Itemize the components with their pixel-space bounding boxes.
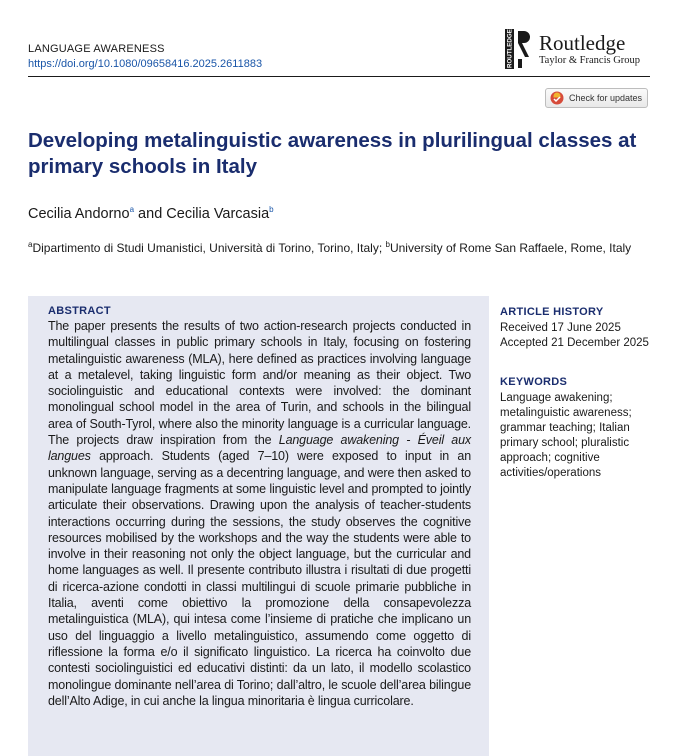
article-history <box>500 305 652 351</box>
author-list <box>28 205 274 222</box>
affiliations <box>28 236 650 257</box>
header-rule <box>28 76 650 77</box>
keywords-heading: KEYWORDS <box>500 376 568 388</box>
author-joiner: and <box>134 205 167 222</box>
check-for-updates-button[interactable] <box>545 88 648 108</box>
check-for-updates-label: Check for updates <box>569 93 643 103</box>
doi-link[interactable]: https://doi.org/10.1080/09658416.2025.2611883 <box>28 58 263 70</box>
keywords-text: Language awakening; metalinguistic awareness; grammar teaching; Italian primary school; pluralistic approach; cognitive activities/operations <box>500 392 632 479</box>
affiliation-marker: a <box>28 240 33 249</box>
publisher-name: Routledge <box>539 30 626 55</box>
article-title: Developing metalinguistic awareness in plurilingual classes at primary schools in Italy <box>28 129 637 178</box>
abstract-heading: ABSTRACT <box>48 305 111 317</box>
author-name[interactable]: Cecilia Andorno <box>28 205 130 222</box>
author-affiliation-marker[interactable]: b <box>269 205 274 214</box>
abstract-panel <box>28 296 489 756</box>
routledge-logo-icon <box>505 29 531 69</box>
affiliation-b: University of Rome San Raffaele, Rome, Italy <box>389 241 632 255</box>
affiliation-a: Dipartimento di Studi Umanistici, Università di Torino, Torino, Italy; <box>32 241 386 255</box>
crossmark-icon <box>550 91 564 105</box>
author-name[interactable]: Cecilia Varcasia <box>166 205 270 222</box>
affiliation-marker: b <box>385 240 390 249</box>
received-date: Received 17 June 2025 <box>500 322 621 334</box>
abstract-text-part2: approach. Students (aged 7–10) were exposed to input in an unknown language, serving as a decentring language, and were then asked to manipulate language fragments at some linguistic level and prompted to jointly articulate their observations. Drawing upon the analysis of teacher-students interactions occurring during the sessions, the study observes the cognitive resources mobilised by the workshops and the way the students were able to involve in their reasoning not only the object language, but the curricular and home languages as well. Il presente contributo illustra i risultati di due progetti di ricerca-azione condotti in classi multilingui di scuole primarie pubbliche in Italia, aventi come obiettivo la promozione della consapevolezza metalinguistica (MLA), qui intesa come l’insieme di pratiche che implicano un uso del linguaggio a livello metalinguistico, assumendo come oggetto di riflessione la forma e/o il significato linguistico. La ricerca ha coinvolto due contesti sociolinguistici ed educativi distinti: da un lato, il modello scolastico monolingue dominante nell’area di Torino; dall’altro, le scuole dell’area bilingue dell’Alto Adige, in cui anche la lingua minoritaria è lingua curricolare. <box>48 449 471 708</box>
accepted-date: Accepted 21 December 2025 <box>500 337 649 349</box>
routledge-logo[interactable] <box>505 29 640 69</box>
abstract-text <box>48 318 471 709</box>
article-history-heading: ARTICLE HISTORY <box>500 306 604 318</box>
abstract-italic-term: Language awakening - Éveil aux langues <box>48 433 471 464</box>
abstract-text-part1: The paper presents the results of two action-research projects conducted in multilingual classes in public primary schools in Italy, focusing on fostering metalinguistic awareness (MLA), here defined as practices involving language at a metalevel, taking linguistic form and/or meaning as their object. Two sociolinguistic and educational contexts were involved: the dominant monolingual school model in the area of Turin, and schools in the bilingual area of South-Tyrol, where also the minority language is a curricular language. The projects draw inspiration from the <box>48 319 471 448</box>
journal-name: LANGUAGE AWARENESS <box>28 43 165 55</box>
keywords-section <box>500 375 648 481</box>
logo-vertical-text: ROUTLEDGE <box>506 29 514 68</box>
publisher-subtitle: Taylor & Francis Group <box>539 54 641 66</box>
author-affiliation-marker[interactable]: a <box>129 205 135 214</box>
